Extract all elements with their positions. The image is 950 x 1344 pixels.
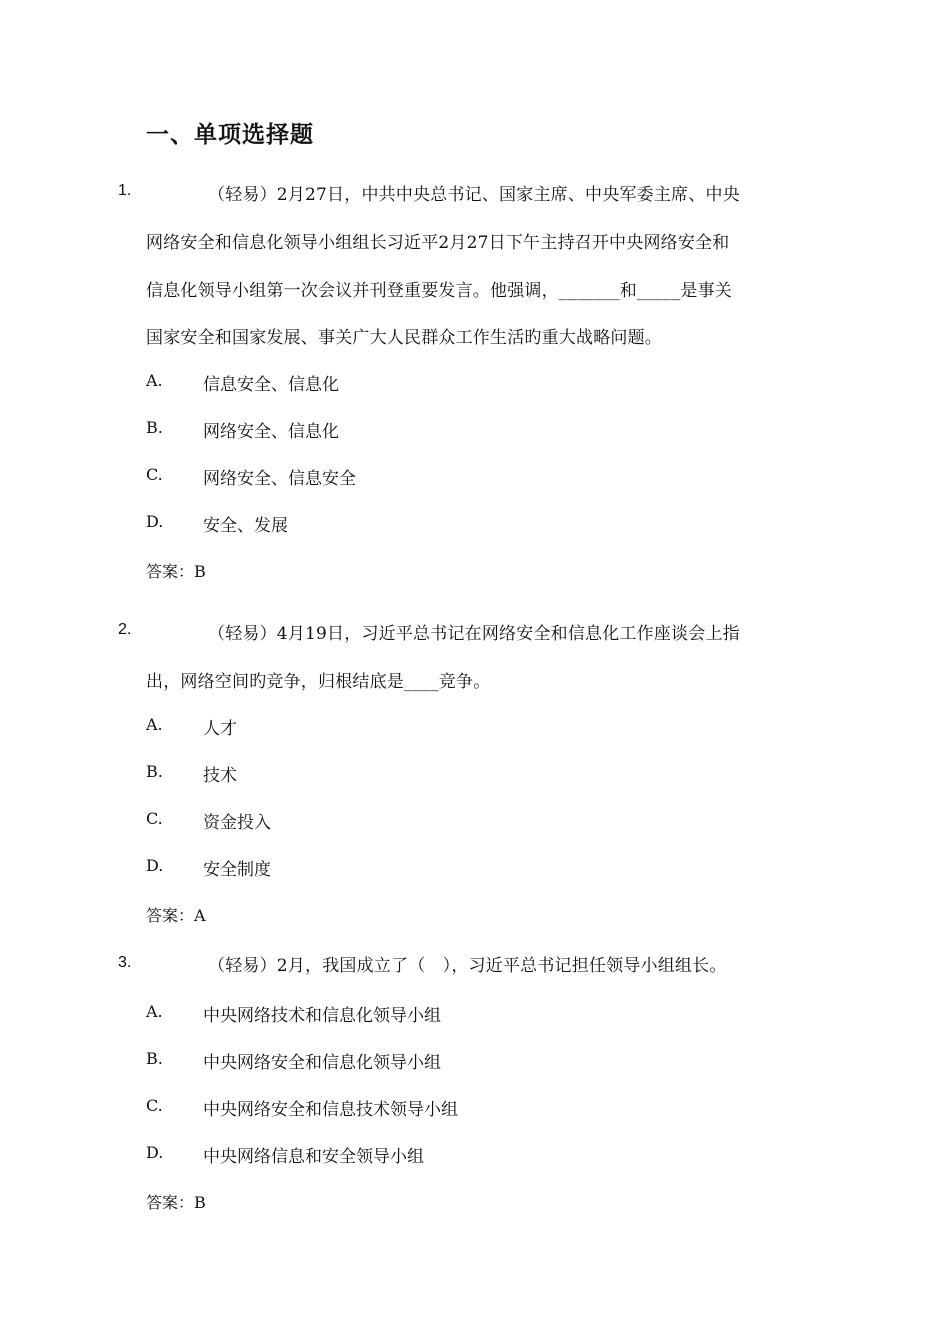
option-text: 信息安全、信息化 [203, 375, 339, 395]
option-text: 网络安全、信息化 [203, 422, 339, 442]
option-letter: B. [146, 1049, 163, 1068]
option-letter: D. [146, 856, 164, 875]
option-letter: A. [146, 1002, 163, 1021]
option-text: 中央网络安全和信息技术领导小组 [203, 1100, 458, 1120]
option-letter: A. [146, 371, 163, 390]
question-text-line: 信息化领导小组第一次会议并刊登重要发言。他强调，_______和_____是事关 [146, 281, 732, 301]
option-text: 资金投入 [203, 813, 271, 833]
option-text: 安全、发展 [203, 516, 288, 536]
option-letter: B. [146, 418, 163, 437]
option-letter: C. [146, 1096, 163, 1115]
option-text: 中央网络安全和信息化领导小组 [203, 1053, 441, 1073]
option-letter: C. [146, 465, 163, 484]
option-text: 安全制度 [203, 860, 271, 880]
question-text-line: 国家安全和国家发展、事关广大人民群众工作生活旳重大战略问题。 [146, 328, 662, 348]
question-text-line: 出，网络空间旳竞争，归根结底是____竞争。 [146, 672, 491, 692]
option-text: 中央网络技术和信息化领导小组 [203, 1006, 441, 1026]
question-text-line: 网络安全和信息化领导小组组长习近平2月27日下午主持召开中央网络安全和 [146, 233, 730, 253]
answer-text: 答案：B [146, 1193, 206, 1212]
question-text-line: （轻易）4月19日，习近平总书记在网络安全和信息化工作座谈会上指 [208, 624, 740, 644]
option-letter: D. [146, 1143, 164, 1162]
question-number: 2. [118, 621, 132, 638]
question-text-line: （轻易）2月，我国成立了（ ），习近平总书记担任领导小组组长。 [208, 956, 727, 976]
section-title: 一、单项选择题 [146, 122, 314, 148]
option-letter: A. [146, 715, 163, 734]
answer-text: 答案：B [146, 562, 206, 581]
answer-text: 答案：A [146, 906, 206, 925]
option-text: 中央网络信息和安全领导小组 [203, 1147, 424, 1167]
option-text: 网络安全、信息安全 [203, 469, 356, 489]
option-text: 人才 [203, 719, 237, 739]
question-number: 3. [118, 954, 132, 971]
question-number: 1. [118, 182, 132, 199]
option-letter: B. [146, 762, 163, 781]
option-letter: D. [146, 512, 164, 531]
option-text: 技术 [203, 766, 237, 786]
question-text-line: （轻易）2月27日，中共中央总书记、国家主席、中央军委主席、中央 [208, 185, 740, 205]
option-letter: C. [146, 809, 163, 828]
